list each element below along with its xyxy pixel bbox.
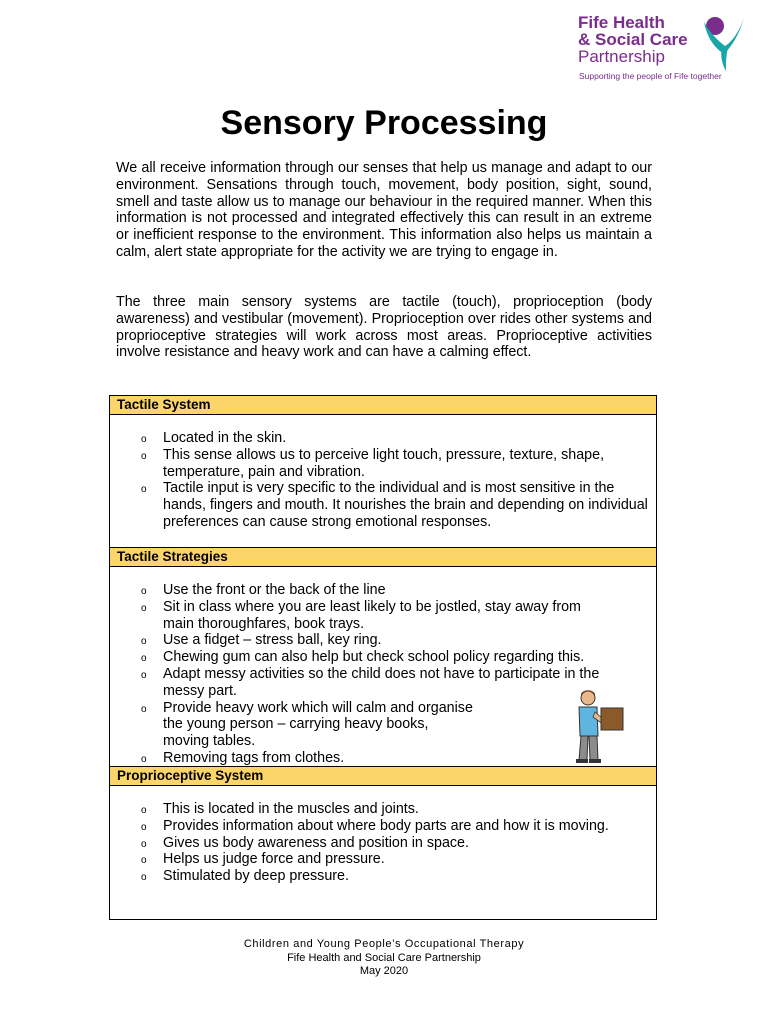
logo-wordmark [578,14,688,65]
proprioceptive-system-box [109,766,657,920]
list-item: o This is located in the muscles and joints. [110,801,655,818]
list-item: o Sit in class where you are least likely to be jostled, stay away from main thoroughfares, book trays. [110,599,655,633]
section-heading: Tactile System [110,396,656,415]
list-item: o Stimulated by deep pressure. [110,868,655,885]
page-footer [0,938,768,979]
logo-line-1: Fife Health [578,13,665,32]
section-heading: Proprioceptive System [110,767,656,786]
list-item: o Use a fidget – stress ball, key ring. [110,632,655,649]
footer-line-3: May 2020 [359,965,409,977]
list-item: o Removing tags from clothes. [110,750,655,767]
logo-line-3: Partnership [578,47,665,66]
footer-line-2: Fife Health and Social Care Partnership [287,951,481,964]
list-item: o Located in the skin. [110,430,655,447]
proprioceptive-system-list [110,801,655,885]
list-item: o Use the front or the back of the line [110,582,655,599]
list-item: o Chewing gum can also help but check school policy regarding this. [110,649,655,666]
tactile-strategies-box [109,547,657,767]
logo-tagline: Supporting the people of Fife together [579,71,722,81]
partnership-logo [578,14,750,84]
list-item: o Helps us judge force and pressure. [110,851,655,868]
footer-line-1: Children and Young People’s Occupational Therapy [243,938,525,950]
list-item: o Tactile input is very specific to the individual and is most sensitive in the hands, fingers and mouth. It nourishes the brain and depending on individual preferences can cause strong emotional responses. [110,480,655,530]
list-item: o Provides information about where body parts are and how it is moving. [110,818,655,835]
list-item: o Gives us body awareness and position in space. [110,835,655,852]
logo-body-icon [721,46,728,71]
systems-paragraph: The three main sensory systems are tactile (touch), proprioception (body awareness) and vestibular (movement). Proprioception over rides other systems and proprioceptive strategies will work across most areas. Proprioceptive activities involve resistance and heavy work and can have a calming effect. [116,294,652,361]
person-figure-logo-icon [698,14,750,72]
list-item: o Adapt messy activities so the child does not have to participate in the messy part. [110,666,655,700]
list-item: o This sense allows us to perceive light touch, pressure, texture, shape, temperature, pain and vibration. [110,447,655,481]
tactile-system-list [110,430,655,531]
carrying-box-person-icon [571,688,633,764]
section-heading: Tactile Strategies [110,548,656,567]
list-item: o Provide heavy work which will calm and organise the young person – carrying heavy books, moving tables. [110,700,655,750]
tactile-system-box [109,395,657,548]
logo-line-2: & Social Care [578,30,688,49]
intro-paragraph: We all receive information through our senses that help us manage and adapt to our environment. Sensations through touch, movement, body position, sight, sound, smell and taste allow us to manage our behaviour in the required manner. When this information is not processed and integrated effectively this can result in an extreme or inefficient response to the environment. This information also helps us maintain a calm, alert state appropriate for the activity we are trying to engage in. [116,160,652,260]
page-title: Sensory Processing [220,104,548,142]
